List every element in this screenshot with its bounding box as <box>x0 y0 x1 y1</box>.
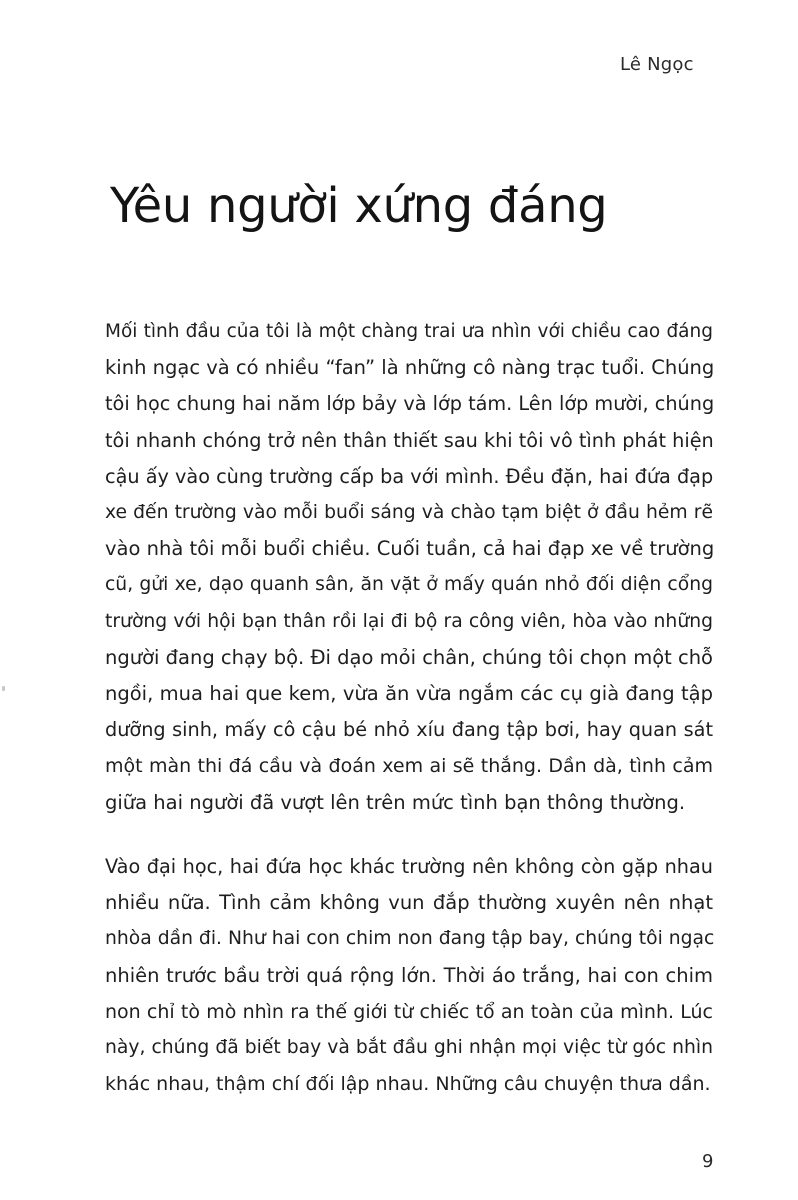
text-line: non chỉ tò mò nhìn ra thế giới từ chiếc tổ an toàn của mình. Lúc <box>105 1000 713 1023</box>
text-line: cậu ấy vào cùng trường cấp ba với mình. Đều đặn, hai đứa đạp <box>105 464 714 488</box>
text-line: vào nhà tôi mỗi buổi chiều. Cuối tuần, cả hai đạp xe về trường <box>105 537 715 561</box>
text-line: tôi nhanh chóng trở nên thân thiết sau khi tôi vô tình phát hiện <box>105 428 714 452</box>
text-line: ngồi, mua hai que kem, vừa ăn vừa ngắm các cụ già đang tập <box>105 682 713 705</box>
text-line: tôi học chung hai năm lớp bảy và lớp tám. Lên lớp mười, chúng <box>105 392 715 416</box>
text-line: xe đến trường vào mỗi buổi sáng và chào tạm biệt ở đầu hẻm rẽ <box>105 502 713 523</box>
text-line: một màn thi đá cầu và đoán xem ai sẽ thắng. Dần dà, tình cảm <box>105 755 713 778</box>
text-line: khác nhau, thậm chí đối lập nhau. Những câu chuyện thưa dần. <box>105 1073 711 1096</box>
text-line: giữa hai người đã vượt lên trên mức tình bạn thông thường. <box>105 790 686 814</box>
text-line: dưỡng sinh, mấy cô cậu bé nhỏ xíu đang tập bơi, hay quan sát <box>105 718 713 742</box>
text-line: nhòa dần đi. Như hai con chim non đang tập bay, chúng tôi ngạc <box>105 928 715 950</box>
text-line: này, chúng đã biết bay và bắt đầu ghi nhận mọi việc từ góc nhìn <box>105 1037 713 1058</box>
text-line: nhiều nữa. Tình cảm không vun đắp thường xuyên nên nhạt <box>105 891 713 915</box>
scan-speck <box>2 686 5 691</box>
text-line: cũ, gửi xe, dạo quanh sân, ăn vặt ở mấy quán nhỏ đối diện cổng <box>105 574 713 596</box>
page-number: 9 <box>702 1151 714 1172</box>
text-line: Mối tình đầu của tôi là một chàng trai ưa nhìn với chiều cao đáng <box>105 321 713 342</box>
text-line: Vào đại học, hai đứa học khác trường nên không còn gặp nhau <box>105 855 713 878</box>
text-line: kinh ngạc và có nhiều “fan” là những cô nàng trạc tuổi. Chúng <box>105 356 715 380</box>
chapter-title: Yêu người xứng đáng <box>110 178 608 234</box>
text-line: người đang chạy bộ. Đi dạo mỏi chân, chúng tôi chọn một chỗ <box>105 645 713 669</box>
text-line: nhiên trước bầu trời quá rộng lớn. Thời áo trắng, hai con chim <box>105 963 713 987</box>
running-header-author: Lê Ngọc <box>620 54 694 75</box>
text-line: trường với hội bạn thân rồi lại đi bộ ra công viên, hòa vào những <box>105 610 713 632</box>
